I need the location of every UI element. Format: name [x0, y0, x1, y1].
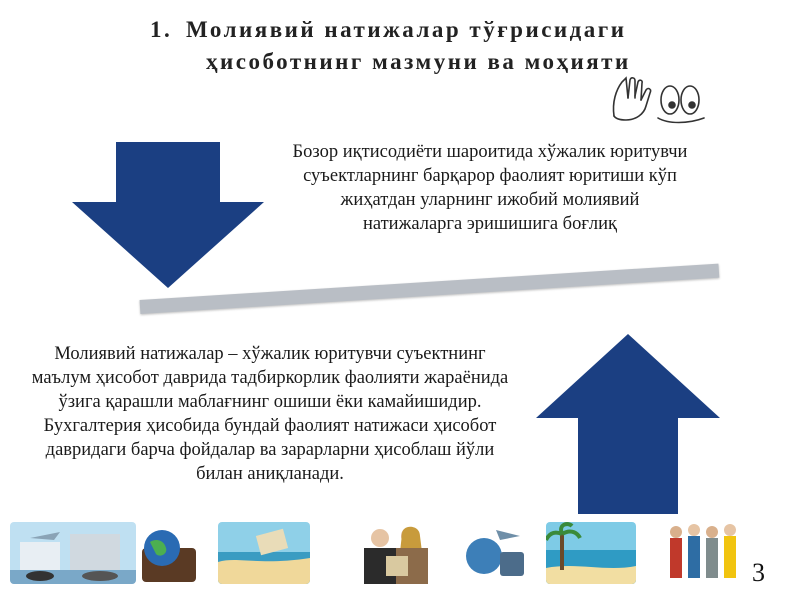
business-people-image [346, 522, 446, 584]
globe-suitcase-image [136, 522, 202, 584]
tropical-beach-image [546, 522, 636, 584]
travel-icons-image [460, 522, 530, 584]
up-arrow-icon [536, 334, 720, 514]
text-bottom: Молиявий натижалар – хўжалик юритувчи суъектнинг маълум ҳисобот даврида тадбиркорлик фаолияти жараёнида ўзига қарашли маблағнинг ошиши ёки камайишидир. Бухгалтерия ҳисобида бундай фаолият натижаси ҳисобот давридаги барча фойдалар ва зарарларни ҳисоблаш йўли билан аниқланади. [31, 344, 509, 484]
title-number: 1. [150, 17, 173, 42]
page-number: 3 [752, 558, 765, 587]
tourists-group-image [660, 522, 750, 584]
beach-map-image [218, 522, 310, 584]
down-arrow-icon [72, 142, 264, 288]
travel-collage-image [10, 522, 136, 584]
title-line-1: Молиявий натижалар тўғрисидаги [186, 17, 627, 42]
slide-title [150, 14, 750, 78]
title-line-2: ҳисоботнинг мазмуни ва моҳияти [206, 49, 631, 74]
pointing-hand-icon [608, 72, 718, 126]
text-top: Бозор иқтисодиёти шароитида хўжалик юритувчи суъектларнинг барқарор фаолият юритиши кўп жиҳатдан уларнинг ижобий молиявий натижаларга эришишига боғлиқ [292, 142, 688, 234]
image-strip [0, 512, 800, 600]
